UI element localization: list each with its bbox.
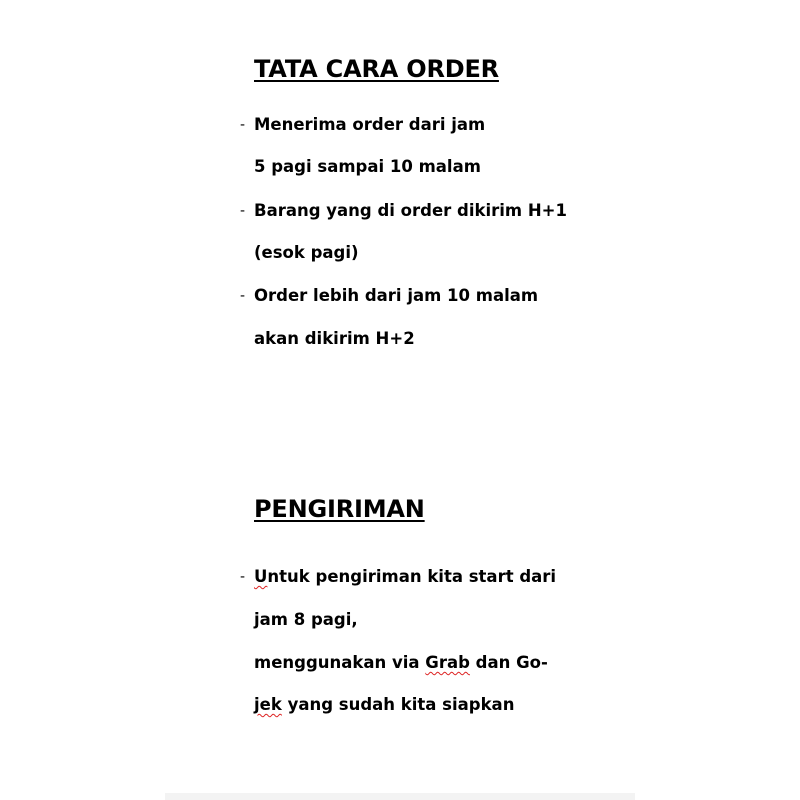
spellcheck-word-grab: Grab [425,653,470,672]
spellcheck-word: U [254,567,268,586]
order-line-4: (esok pagi) [254,243,359,262]
shipping-line-3-before: menggunakan via [254,653,426,672]
bullet-dash: - [240,203,246,219]
order-line-2: 5 pagi sampai 10 malam [254,157,481,176]
shipping-heading: PENGIRIMAN [254,495,425,523]
shipping-line-4 [254,695,514,714]
order-line-5: Order lebih dari jam 10 malam [254,286,539,305]
order-line-1: Menerima order dari jam [254,115,486,134]
bullet-dash: - [240,117,246,133]
bullet-dash: - [240,288,246,304]
shipping-line-1-text: ntuk pengiriman kita start dari [267,567,557,586]
shipping-line-3 [254,653,548,672]
shipping-line-3-after: dan Go- [469,653,548,672]
shipping-line-2: jam 8 pagi, [254,610,358,629]
shipping-line-4-after: yang sudah kita siapkan [281,695,515,714]
page-bottom-edge [165,793,635,800]
order-heading: TATA CARA ORDER [254,55,499,83]
shipping-line-1 [254,567,556,586]
order-line-3: Barang yang di order dikirim H+1 [254,201,567,220]
order-line-6: akan dikirim H+2 [254,329,415,348]
spellcheck-word-jek: jek [254,695,282,714]
bullet-dash: - [240,569,246,585]
